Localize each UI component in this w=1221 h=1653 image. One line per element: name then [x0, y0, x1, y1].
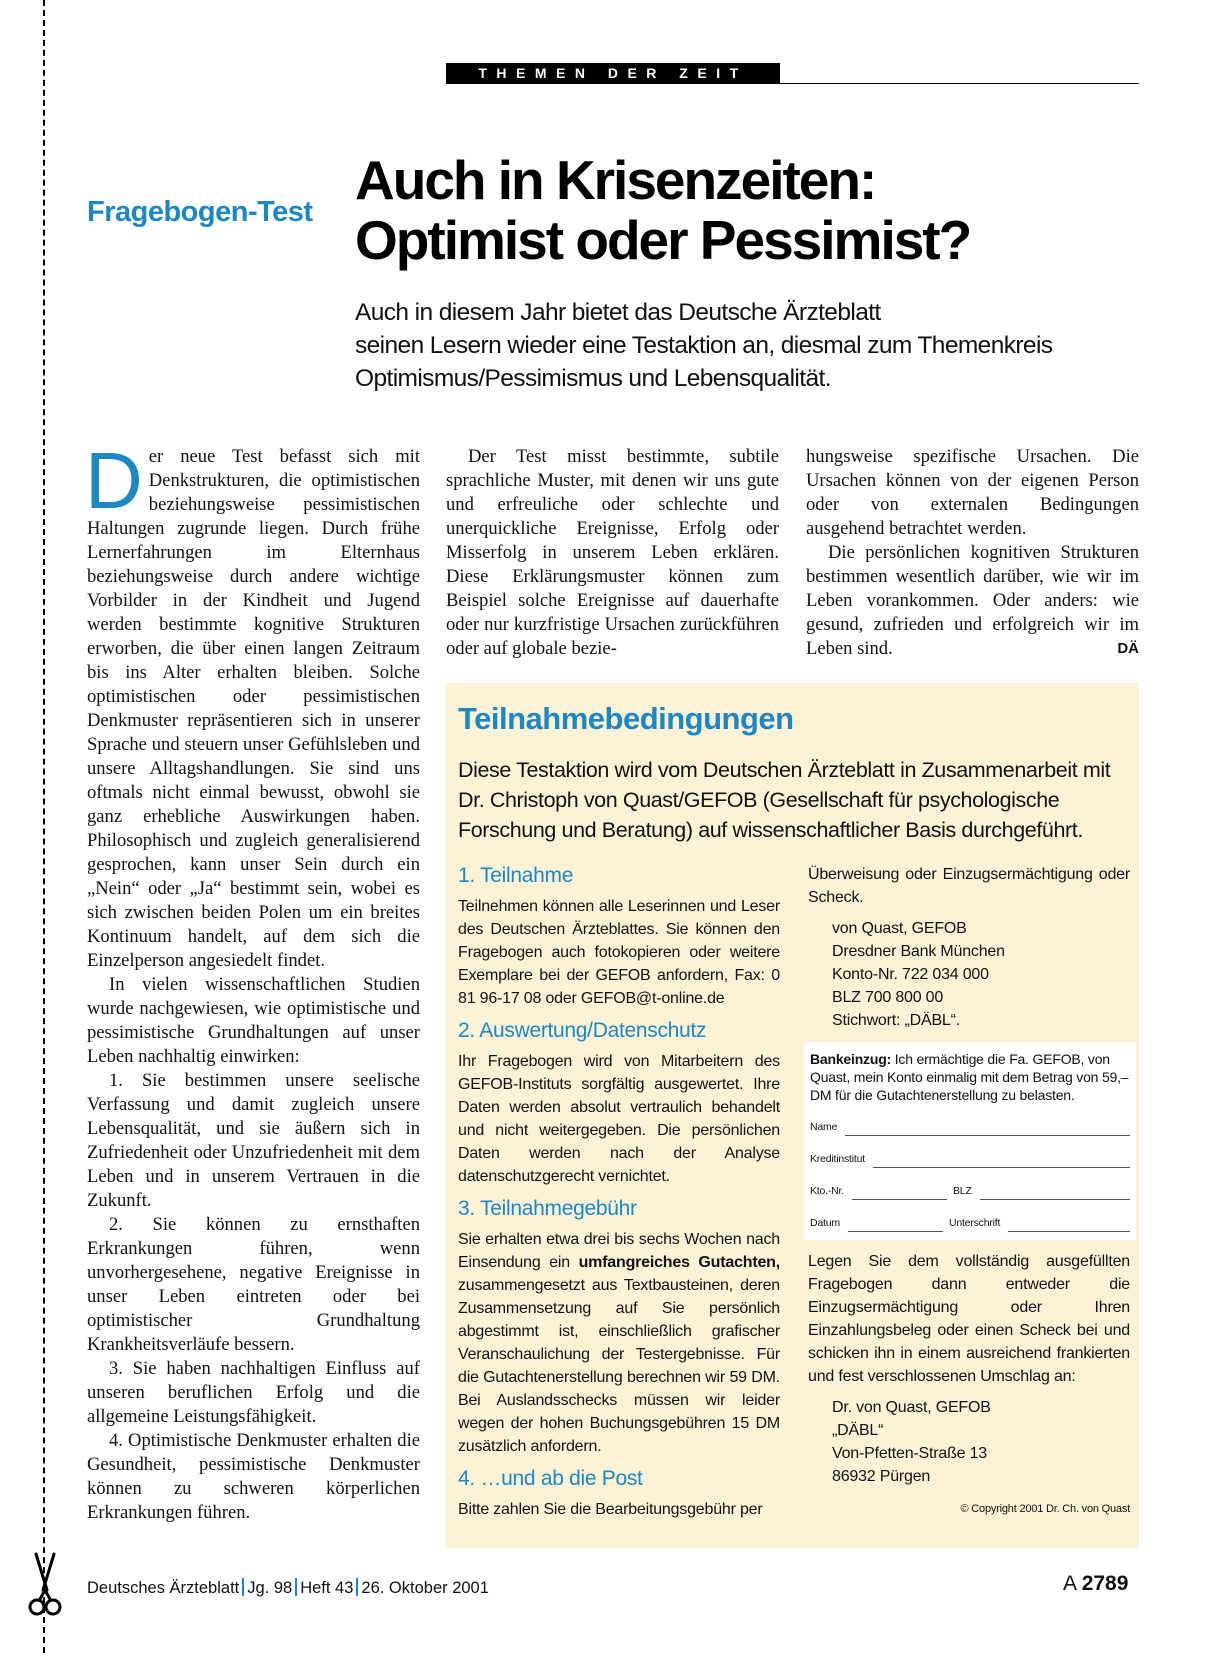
section-heading: 2. Auswertung/Datenschutz [458, 1019, 707, 1042]
headline [355, 150, 1135, 270]
section-text: Teilnehmen können alle Leserinnen und Leser des Deutschen Ärzteblattes. Sie können den Fragebogen auch fotokopieren oder weitere Exemplare bei der GEFOB anfordern, Fax: 0 81 96-17 08 oder GEFOB@t-online.de [458, 898, 780, 1007]
lead-line: Auch in diesem Jahr bietet das Deutsche Ärzteblatt [355, 299, 881, 326]
mailing-address: Dr. von Quast, GEFOB „DÄBL“ Von-Pfetten-Straße 13 86932 Pürgen [832, 1399, 991, 1485]
bank-field[interactable]: Kreditinstitut [810, 1150, 1130, 1168]
drop-cap: D [85, 436, 143, 525]
list-item: 4. Optimistische Denkmuster erhalten die Gesundheit, pessimistische Denkmuster können zu schweren körperlichen Erkrankungen führen. [87, 1430, 420, 1523]
footer-citation: Deutsches Ärzteblatt Jg. 98 Heft 43 26. Oktober 2001 [87, 1579, 489, 1597]
box-title: Teilnahmebedingungen [458, 701, 794, 736]
direct-debit-form [804, 1042, 1136, 1240]
article-column-3 [806, 445, 1139, 661]
date-signature-field[interactable]: Datum Unterschrift [810, 1214, 1130, 1232]
scissors-icon [28, 1552, 62, 1622]
name-field[interactable]: Name [810, 1118, 1130, 1136]
section-text: Sie erhalten etwa drei bis sechs Wochen nach Einsendung ein umfangreiches Gutachten, zusammengesetzt aus Textbausteinen, deren Zusammensetzung auf Sie persönlich abgestimmt ist, einschließlich grafischer Veranschaulichung der Testergebnisse. Für die Gutachtenerstellung berechnen wir 59 DM. Bei Auslandsschecks müssen wir leider wegen der hohen Buchungsgebühren 15 DM zusätzlich anfordern. [458, 1231, 780, 1455]
lead-line: Optimismus/Pessimismus und Lebensqualität. [355, 365, 831, 392]
body-paragraph: Der Test misst bestimmte, subtile sprachliche Muster, mit denen wir uns gute und erfreuliche oder schlechte und unerquickliche Ereignisse, Erfolg oder Misserfolg in unserem Leben erklären. Diese Erklärungsmuster können zum Beispiel solche Ereignisse auf dauerhafte oder nur kurzfristige Ursachen zurückführen oder auf globale bezie- [446, 446, 779, 659]
section-rubric: THEMEN DER ZEIT [446, 63, 780, 84]
section-text: Bitte zahlen Sie die Bearbeitungsgebühr per [458, 1501, 763, 1518]
bank-details: von Quast, GEFOB Dresdner Bank München Konto-Nr. 722 034 000 BLZ 700 800 00 Stichwort: „DÄBL“. [832, 920, 1005, 1029]
lead-paragraph [355, 296, 1135, 395]
article-column-1 [85, 436, 420, 1525]
form-text: Bankeinzug: Ich ermächtige die Fa. GEFOB, von Quast, mein Konto einmalig mit dem Betrag von 59,– DM für die Gutachtenerstellung zu belasten. [810, 1051, 1129, 1103]
copyright-note: © Copyright 2001 Dr. Ch. von Quast [960, 1503, 1130, 1515]
headline-line: Auch in Krisenzeiten: [355, 149, 876, 211]
page-number: A 2789 [1063, 1572, 1129, 1595]
lead-line: seinen Lesern wieder eine Testaktion an, diesmal zum Themenkreis [355, 332, 1053, 359]
body-paragraph: hungsweise spezifische Ursachen. Die Ursachen können von der eigenen Person oder von externalen Bedingungen ausgehend betrachtet werden. [806, 446, 1139, 539]
section-heading: 1. Teilnahme [458, 864, 574, 887]
section-text: Legen Sie dem vollständig ausgefüllten Fragebogen dann entweder die Einzugsermächtigung oder Ihren Einzahlungsbeleg oder einen Scheck bei und schicken ihn in einem ausreichend frankierten und fest verschlossenen Umschlag an: [808, 1253, 1130, 1385]
kicker: Fragebogen-Test [87, 196, 313, 228]
account-field[interactable]: Kto.-Nr. BLZ [810, 1182, 1130, 1200]
section-heading: 4. …und ab die Post [458, 1467, 643, 1490]
cut-line [43, 0, 45, 1653]
participation-box [446, 683, 1139, 1548]
box-column-right [808, 863, 1130, 1521]
body-paragraph: Der neue Test befasst sich mit Denkstrukturen, die optimistischen beziehungsweise pessimistischen Haltungen zugrunde liegen. Durch frühe Lernerfahrungen im Elternhaus beziehungsweise durch andere wichtige Vorbilder in der Kindheit und Jugend werden bestimmte kognitive Strukturen erworben, die über einen langen Zeitraum bis ins Alter erhalten bleiben. Solche optimistischen oder pessimistischen Denkmuster repräsentieren sich in unserer Sprache und steuern unser Gefühlsleben und unsere Alltagshandlungen. Sie sind uns oftmals nicht einmal bewusst, obwohl sie ganz erhebliche Auswirkungen haben. Philosophisch und zugleich generalisierend gesprochen, kann unser Sein durch ein „Nein“ oder „Ja“ bestimmt sein, wobei es sich zwischen beiden Polen um ein breites Kontinuum handelt, auf dem sich die Einzelperson angesiedelt findet. [85, 436, 420, 971]
headline-line: Optimist oder Pessimist? [355, 209, 971, 271]
box-column-left [458, 863, 780, 1529]
article-column-2 [446, 445, 779, 661]
list-item: 1. Sie bestimmen unsere seelische Verfassung und damit zugleich unsere Lebensqualität, und sie äußern sich in Zufriedenheit oder Unzufriedenheit mit dem Leben und in unserem Vertrauen in die Zukunft. [87, 1070, 420, 1211]
body-paragraph: In vielen wissenschaftlichen Studien wurde nachgewiesen, wie optimistische und pessimistische Grundhaltungen auf unser Leben nachhaltig einwirken: [87, 974, 420, 1067]
list-item: 3. Sie haben nachhaltigen Einfluss auf unseren beruflichen Erfolg und die allgemeine Leistungsfähigkeit. [87, 1358, 420, 1427]
section-text: Ihr Fragebogen wird von Mitarbeitern des GEFOB-Instituts sorgfältig ausgewertet. Ihre Daten werden absolut vertraulich behandelt und nicht weitergegeben. Die persönlichen Daten werden nach der Analyse datenschutzgerecht vernichtet. [458, 1053, 780, 1185]
section-heading: 3. Teilnahmegebühr [458, 1197, 637, 1220]
author-signature: DÄ [1117, 640, 1139, 657]
section-text: Überweisung oder Einzugsermächtigung oder Scheck. [808, 866, 1130, 906]
box-intro: Diese Testaktion wird vom Deutschen Ärzteblatt in Zusammenarbeit mit Dr. Christoph von Quast/GEFOB (Gesellschaft für psychologische Forschung und Beratung) auf wissenschaftlicher Basis durchgeführt. [458, 758, 1111, 842]
body-paragraph: Die persönlichen kognitiven Strukturen bestimmen wesentlich darüber, wie wir im Leben vorankommen. Oder anders: wie gesund, zufrieden und erfolgreich wir im Leben sind. DÄ [806, 542, 1139, 659]
list-item: 2. Sie können zu ernsthaften Erkrankungen führen, wenn unvorhergesehene, negative Ereignisse in unser Leben eintreten oder bei optimistischer Grundhaltung Krankheitsverläufe bessern. [87, 1214, 420, 1355]
